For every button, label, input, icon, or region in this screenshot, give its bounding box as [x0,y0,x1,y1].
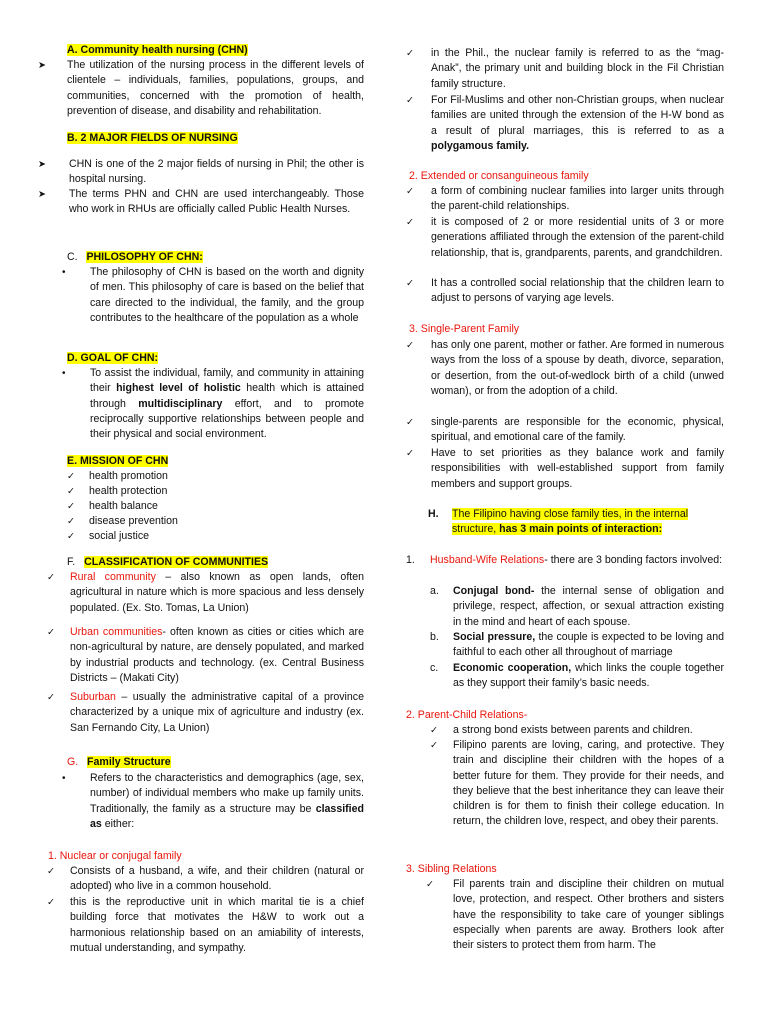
check-icon: ✓ [47,866,55,877]
check-icon: ✓ [406,95,414,106]
check-icon: ✓ [406,217,414,228]
section-b-bullet-1: ➤ CHN is one of the 2 major fields of nursing in Phil; the other is hospital nursing. [38,157,364,188]
check-icon: ✓ [67,516,75,527]
dot-bullet-icon: • [62,368,66,379]
check-icon: ✓ [426,879,434,890]
extended-family-heading: 2. Extended or consanguineous family [409,170,589,182]
mission-item: ✓ health balance [67,499,364,514]
mission-item: ✓ health protection [67,484,364,499]
husband-wife-relations: 1. Husband-Wife Relations- there are 3 bonding factors involved: [406,554,723,566]
check-icon: ✓ [47,692,55,703]
section-g-heading: G. Family Structure [67,756,171,768]
parent-child-item: ✓ Filipino parents are loving, caring, and protective. They train and discipline their children with the hopes of a better future for them. They provide for their needs, and they believe that the best inheritance they can leave their children is for them to finish their college education. In return, the children love, respect, and obey their parents. [430,738,724,830]
polygamous-family-item: ✓ For Fil-Muslims and other non-Christian groups, when nuclear families are united through the extension of the H-W bond as a result of plural marriages, this is referred to as a polygamous family. [406,93,724,154]
extended-family-item: ✓ It has a controlled social relationship that the children learn to adjust to persons of varying age levels. [406,276,724,307]
extended-family-item: ✓ it is composed of 2 or more residential units of 3 or more generations affiliated through the extension of the parent-child relationship, that is, grandparents, parents, and grandchildren. [406,215,724,261]
check-icon: ✓ [47,627,55,638]
sibling-relations-item: ✓ Fil parents train and discipline their children on mutual love, protection, and respect. Other brothers and sisters have the responsibility to take care of younger siblings especially when parents are away. Brothers look after their sisters to protect them from harm. The [426,877,724,953]
check-icon: ✓ [406,48,414,59]
extended-family-item: ✓ a form of combining nuclear families into larger units through the parent-child relationships. [406,184,724,215]
mission-item: ✓ social justice [67,529,364,544]
check-icon: ✓ [67,501,75,512]
bonding-factor-item: a. Conjugal bond- the internal sense of obligation and privilege, respect, affection, or sexual attraction existing in the mind and heart of each spouse. [430,585,725,628]
arrow-bullet-icon: ➤ [38,159,46,170]
section-f-heading: F. CLASSIFICATION OF COMMUNITIES [67,556,269,568]
check-icon: ✓ [406,417,414,428]
mission-item: ✓ health promotion [67,469,364,484]
section-h: H. The Filipino having close family ties, in the internal structure, has 3 main points of interaction: [428,508,689,536]
check-icon: ✓ [47,897,55,908]
check-icon: ✓ [406,340,414,351]
bonding-factor-item: b. Social pressure, the couple is expected to be loving and faithful to each other all throughout of marriage [430,631,724,659]
single-parent-heading: 3. Single-Parent Family [409,323,520,335]
check-icon: ✓ [67,486,75,497]
suburban-community-item: ✓ Suburban – usually the administrative capital of a province characterized by a unique mix of agriculture and industry (ex. San Fernando City, La Union) [47,690,364,736]
bonding-factor-item: c. Economic cooperation, which links the couple together as they support their family’s basic needs. [430,662,725,690]
check-icon: ✓ [406,448,414,459]
single-parent-item: ✓ has only one parent, mother or father. Are formed in numerous ways from the loss of a spouse by death, divorce, separation, or desertion, from the out-of-wedlock birth of a child (unwed woman), or from the adoption of a child. [406,338,724,399]
check-icon: ✓ [47,572,55,583]
single-parent-item: ✓ Have to set priorities as they balance work and family responsibilities with well-established support from family members and support groups. [406,446,724,492]
section-b-bullet-2: ➤ The terms PHN and CHN are used interchangeably. Those who work in RHUs are officially called Public Health Nurses. [38,187,364,218]
rural-community-item: ✓ Rural community – also known as open lands, often agricultural in nature which is more spacious and less densely populated. (Ex. Sto. Tomas, La Union) [47,570,364,616]
parent-child-item: ✓ a strong bond exists between parents and children. [430,723,724,738]
section-g-bullet: • Refers to the characteristics and demographics (age, sex, number) of individual members who make up family units. Traditionally, the family as a structure may be classified as either: [62,771,364,832]
section-e-heading: E. MISSION OF CHN [67,455,169,467]
section-d-heading: D. GOAL OF CHN: [67,352,159,364]
nuclear-family-item: ✓ this is the reproductive unit in which marital tie is a chief building force that motivates the H&W to work out a harmonious relationship based on an amiability of interests, mutual understanding, and sympathy. [47,895,364,956]
sibling-relations-heading: 3. Sibling Relations [406,863,497,875]
urban-community-item: ✓ Urban communities- often known as cities or cities which are non-agricultural by nature, are densely populated, and marked by industrial products and technology. (ex. Central Business Districts – (Makati City) [47,625,364,686]
nuclear-family-item: ✓ in the Phil., the nuclear family is referred to as the “mag-Anak”, the primary unit and building block in the Fil Christian family structure. [406,46,724,92]
section-b-heading: B. 2 MAJOR FIELDS OF NURSING [67,132,238,144]
arrow-bullet-icon: ➤ [38,189,46,200]
parent-child-heading: 2. Parent-Child Relations- [406,709,528,721]
check-icon: ✓ [430,725,438,736]
section-d-bullet: • To assist the individual, family, and community in attaining their highest level of holistic health which is attained through multidisciplinary effort, and to promote reciprocally supportive relationships between people and their physical and social environment. [62,366,364,442]
section-c-heading: C. PHILOSOPHY OF CHN: [67,251,203,263]
section-c-bullet: • The philosophy of CHN is based on the worth and dignity of men. This philosophy of care is based on the belief that care directed to the individual, the family, and the group contributes to the healthcare of the population as a whole [62,265,364,326]
nuclear-family-item: ✓ Consists of a husband, a wife, and their children (natural or adopted) who live in a common household. [47,864,364,895]
single-parent-item: ✓ single-parents are responsible for the economic, physical, spiritual, and emotional care of the family. [406,415,724,446]
mission-item: ✓ disease prevention [67,514,364,529]
check-icon: ✓ [67,471,75,482]
check-icon: ✓ [406,278,414,289]
arrow-bullet-icon: ➤ [38,60,46,71]
nuclear-family-heading: 1. Nuclear or conjugal family [48,850,182,862]
dot-bullet-icon: • [62,267,66,278]
section-a-heading: A. Community health nursing (CHN) [67,44,248,56]
check-icon: ✓ [406,186,414,197]
check-icon: ✓ [430,740,438,751]
section-a-bullet: ➤ The utilization of the nursing process in the different levels of clientele – individuals, families, populations, groups, and communities, concerned with the promotion of health, prevention of disease, and disability and rehabilitation. [38,58,364,119]
check-icon: ✓ [67,531,75,542]
dot-bullet-icon: • [62,773,66,784]
